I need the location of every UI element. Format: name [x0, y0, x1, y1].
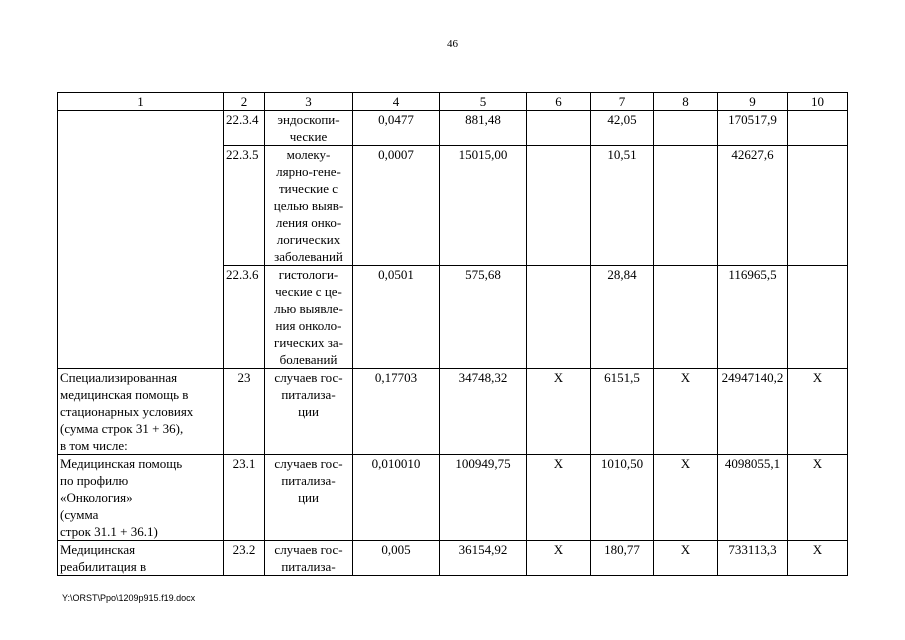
value-cell-9: 4098055,1: [718, 455, 788, 541]
data-table: [57, 92, 848, 576]
unit-cell: случаев гос- питализа- ции: [265, 455, 353, 541]
table-row: [58, 541, 848, 576]
value-cell-10: [788, 146, 848, 266]
value-cell-9: 170517,9: [718, 111, 788, 146]
value-cell-6: X: [527, 455, 591, 541]
footer-file-path: Y:\ORST\Ppo\1209p915.f19.docx: [62, 593, 196, 603]
value-cell-6: [527, 266, 591, 369]
value-cell-6: X: [527, 369, 591, 455]
value-cell-7: 1010,50: [591, 455, 654, 541]
page-number: 46: [447, 38, 458, 50]
value-cell-4: 0,005: [353, 541, 440, 576]
row-name-cell: [58, 111, 224, 369]
value-cell-5: 34748,32: [440, 369, 527, 455]
value-cell-4: 0,0477: [353, 111, 440, 146]
header-cell: 5: [440, 93, 527, 111]
row-code-cell: 22.3.5: [224, 146, 265, 266]
row-name-cell: Медицинская реабилитация в: [58, 541, 224, 576]
value-cell-5: 881,48: [440, 111, 527, 146]
table-row: [58, 369, 848, 455]
value-cell-8: [654, 111, 718, 146]
value-cell-7: 6151,5: [591, 369, 654, 455]
unit-cell: эндоскопи- ческие: [265, 111, 353, 146]
value-cell-8: [654, 266, 718, 369]
unit-cell: случаев гос- питализа- ции: [265, 369, 353, 455]
value-cell-10: [788, 266, 848, 369]
value-cell-7: 180,77: [591, 541, 654, 576]
value-cell-5: 36154,92: [440, 541, 527, 576]
value-cell-9: 24947140,2: [718, 369, 788, 455]
value-cell-4: 0,0501: [353, 266, 440, 369]
unit-cell: гистологи- ческие с це- лью выявле- ния онколо- гических за- болеваний: [265, 266, 353, 369]
value-cell-4: 0,010010: [353, 455, 440, 541]
unit-cell: молеку- лярно-гене- тические с целью выяв- ления онко- логических заболеваний: [265, 146, 353, 266]
value-cell-5: 100949,75: [440, 455, 527, 541]
value-cell-7: 28,84: [591, 266, 654, 369]
value-cell-10: X: [788, 369, 848, 455]
value-cell-6: [527, 146, 591, 266]
header-cell: 9: [718, 93, 788, 111]
value-cell-5: 15015,00: [440, 146, 527, 266]
header-cell: 2: [224, 93, 265, 111]
value-cell-10: [788, 111, 848, 146]
value-cell-10: X: [788, 541, 848, 576]
header-cell: 8: [654, 93, 718, 111]
header-cell: 10: [788, 93, 848, 111]
header-cell: 7: [591, 93, 654, 111]
value-cell-8: X: [654, 369, 718, 455]
value-cell-7: 42,05: [591, 111, 654, 146]
table-row: [58, 455, 848, 541]
row-code-cell: 23: [224, 369, 265, 455]
row-name-cell: Медицинская помощь по профилю «Онкология» (сумма строк 31.1 + 36.1): [58, 455, 224, 541]
header-cell: 6: [527, 93, 591, 111]
value-cell-4: 0,0007: [353, 146, 440, 266]
row-code-cell: 23.2: [224, 541, 265, 576]
row-name-cell: Специализированная медицинская помощь в стационарных условиях (сумма строк 31 + 36), в том числе:: [58, 369, 224, 455]
row-code-cell: 22.3.4: [224, 111, 265, 146]
unit-cell: случаев гос- питализа-: [265, 541, 353, 576]
value-cell-8: X: [654, 541, 718, 576]
value-cell-6: X: [527, 541, 591, 576]
value-cell-4: 0,17703: [353, 369, 440, 455]
value-cell-5: 575,68: [440, 266, 527, 369]
value-cell-7: 10,51: [591, 146, 654, 266]
value-cell-9: 42627,6: [718, 146, 788, 266]
value-cell-8: X: [654, 455, 718, 541]
header-cell: 3: [265, 93, 353, 111]
header-cell: 1: [58, 93, 224, 111]
value-cell-10: X: [788, 455, 848, 541]
row-code-cell: 23.1: [224, 455, 265, 541]
value-cell-8: [654, 146, 718, 266]
value-cell-9: 116965,5: [718, 266, 788, 369]
row-code-cell: 22.3.6: [224, 266, 265, 369]
value-cell-6: [527, 111, 591, 146]
table-row: [58, 111, 848, 146]
value-cell-9: 733113,3: [718, 541, 788, 576]
table-header-row: [58, 93, 848, 111]
header-cell: 4: [353, 93, 440, 111]
